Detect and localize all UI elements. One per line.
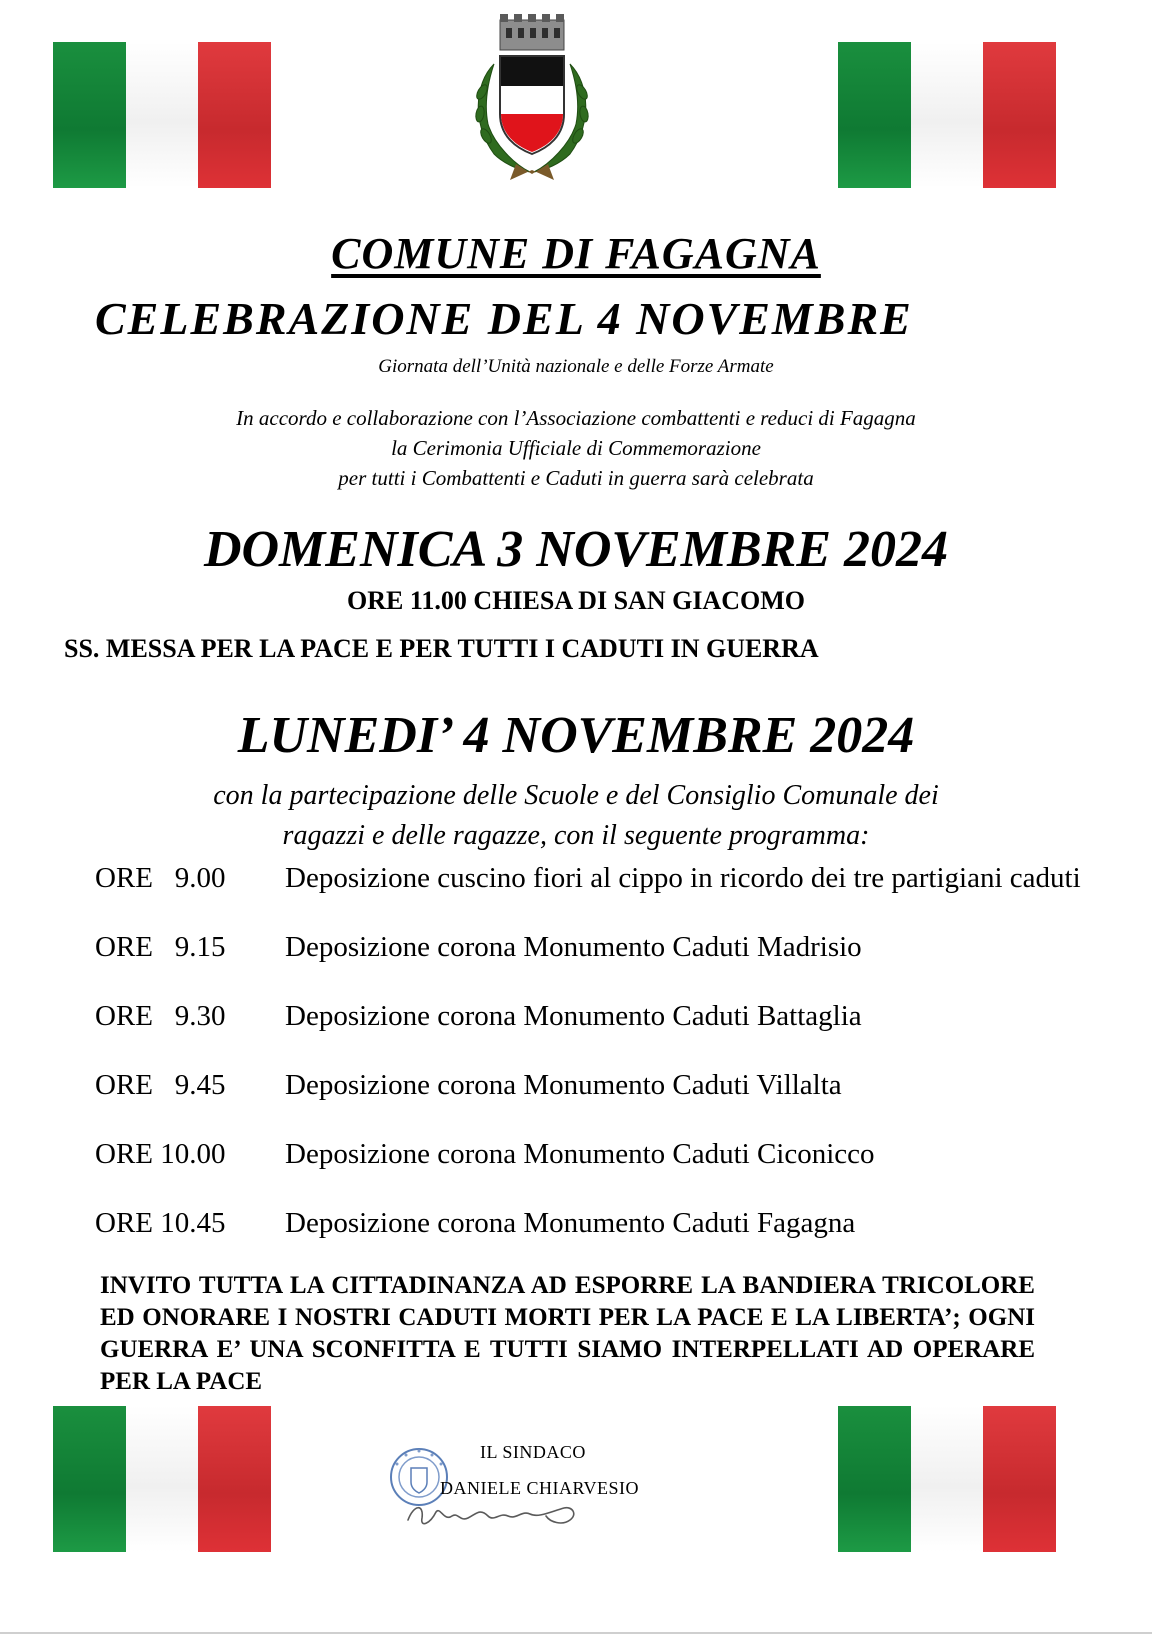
celebration-title: CELEBRAZIONE DEL 4 NOVEMBRE: [95, 293, 913, 344]
program-item: [95, 1067, 1095, 1104]
program-list: [95, 860, 1095, 1274]
intro-paragraph: [0, 403, 1152, 493]
coat-of-arms-icon: [464, 14, 600, 184]
date-heading-monday: LUNEDI’ 4 NOVEMBRE 2024: [237, 707, 915, 764]
program-text: Deposizione corona Monumento Caduti Battaglia: [285, 1000, 862, 1032]
program-time: ORE 9.45: [95, 1069, 226, 1101]
program-time: ORE 9.15: [95, 931, 226, 963]
program-intro: [0, 776, 1152, 856]
mass-description: SS. MESSA PER LA PACE E PER TUTTI I CADUTI IN GUERRA: [64, 634, 819, 663]
program-text: Deposizione corona Monumento Caduti Fagagna: [285, 1207, 856, 1239]
italian-flag-top-left: [53, 42, 271, 188]
program-item: [95, 998, 1095, 1035]
handwritten-signature-icon: [400, 1494, 600, 1534]
intro-line: la Cerimonia Ufficiale di Commemorazione: [391, 436, 761, 460]
italian-flag-bottom-left: [53, 1406, 271, 1552]
program-item: [95, 860, 1095, 897]
program-item: [95, 1136, 1095, 1173]
italian-flag-top-right: [838, 42, 1056, 188]
program-time: ORE 10.45: [95, 1207, 226, 1239]
program-time: ORE 10.00: [95, 1138, 226, 1170]
celebration-tagline: Giornata dell’Unità nazionale e delle Forze Armate: [378, 356, 774, 377]
program-text: Deposizione corona Monumento Caduti Villalta: [285, 1069, 842, 1101]
page-bottom-divider: [0, 1632, 1152, 1634]
program-time: ORE 9.30: [95, 1000, 226, 1032]
program-text: Deposizione corona Monumento Caduti Madrisio: [285, 931, 862, 963]
program-intro-line: con la partecipazione delle Scuole e del Consiglio Comunale dei: [213, 780, 939, 811]
page-title: COMUNE DI FAGAGNA: [331, 229, 821, 278]
italian-flag-bottom-right: [838, 1406, 1056, 1552]
date-heading-sunday: DOMENICA 3 NOVEMBRE 2024: [203, 521, 949, 578]
invitation-text: INVITO TUTTA LA CITTADINANZA AD ESPORRE LA BANDIERA TRICOLORE ED ONORARE I NOSTRI CADUTI MORTI PER LA PACE E LA LIBERTA’; OGNI GUERRA E’ UNA SCONFITTA E TUTTI SIAMO INTERPELLATI AD OPERARE PER LA PACE: [100, 1272, 1035, 1395]
program-item: [95, 929, 1095, 966]
intro-line: In accordo e collaborazione con l’Associazione combattenti e reduci di Fagagna: [236, 406, 916, 430]
program-text: Deposizione cuscino fiori al cippo in ricordo dei tre partigiani caduti: [285, 862, 1081, 894]
program-intro-line: ragazzi e delle ragazze, con il seguente programma:: [282, 820, 870, 851]
mayor-title: IL SINDACO: [480, 1442, 586, 1462]
program-text: Deposizione corona Monumento Caduti Ciconicco: [285, 1138, 875, 1170]
intro-line: per tutti i Combattenti e Caduti in guerra sarà celebrata: [338, 466, 814, 490]
mass-time-location: ORE 11.00 CHIESA DI SAN GIACOMO: [347, 586, 805, 615]
program-time: ORE 9.00: [95, 862, 226, 894]
mayor-name: DANIELE CHIARVESIO: [440, 1478, 640, 1498]
program-item: [95, 1205, 1095, 1242]
